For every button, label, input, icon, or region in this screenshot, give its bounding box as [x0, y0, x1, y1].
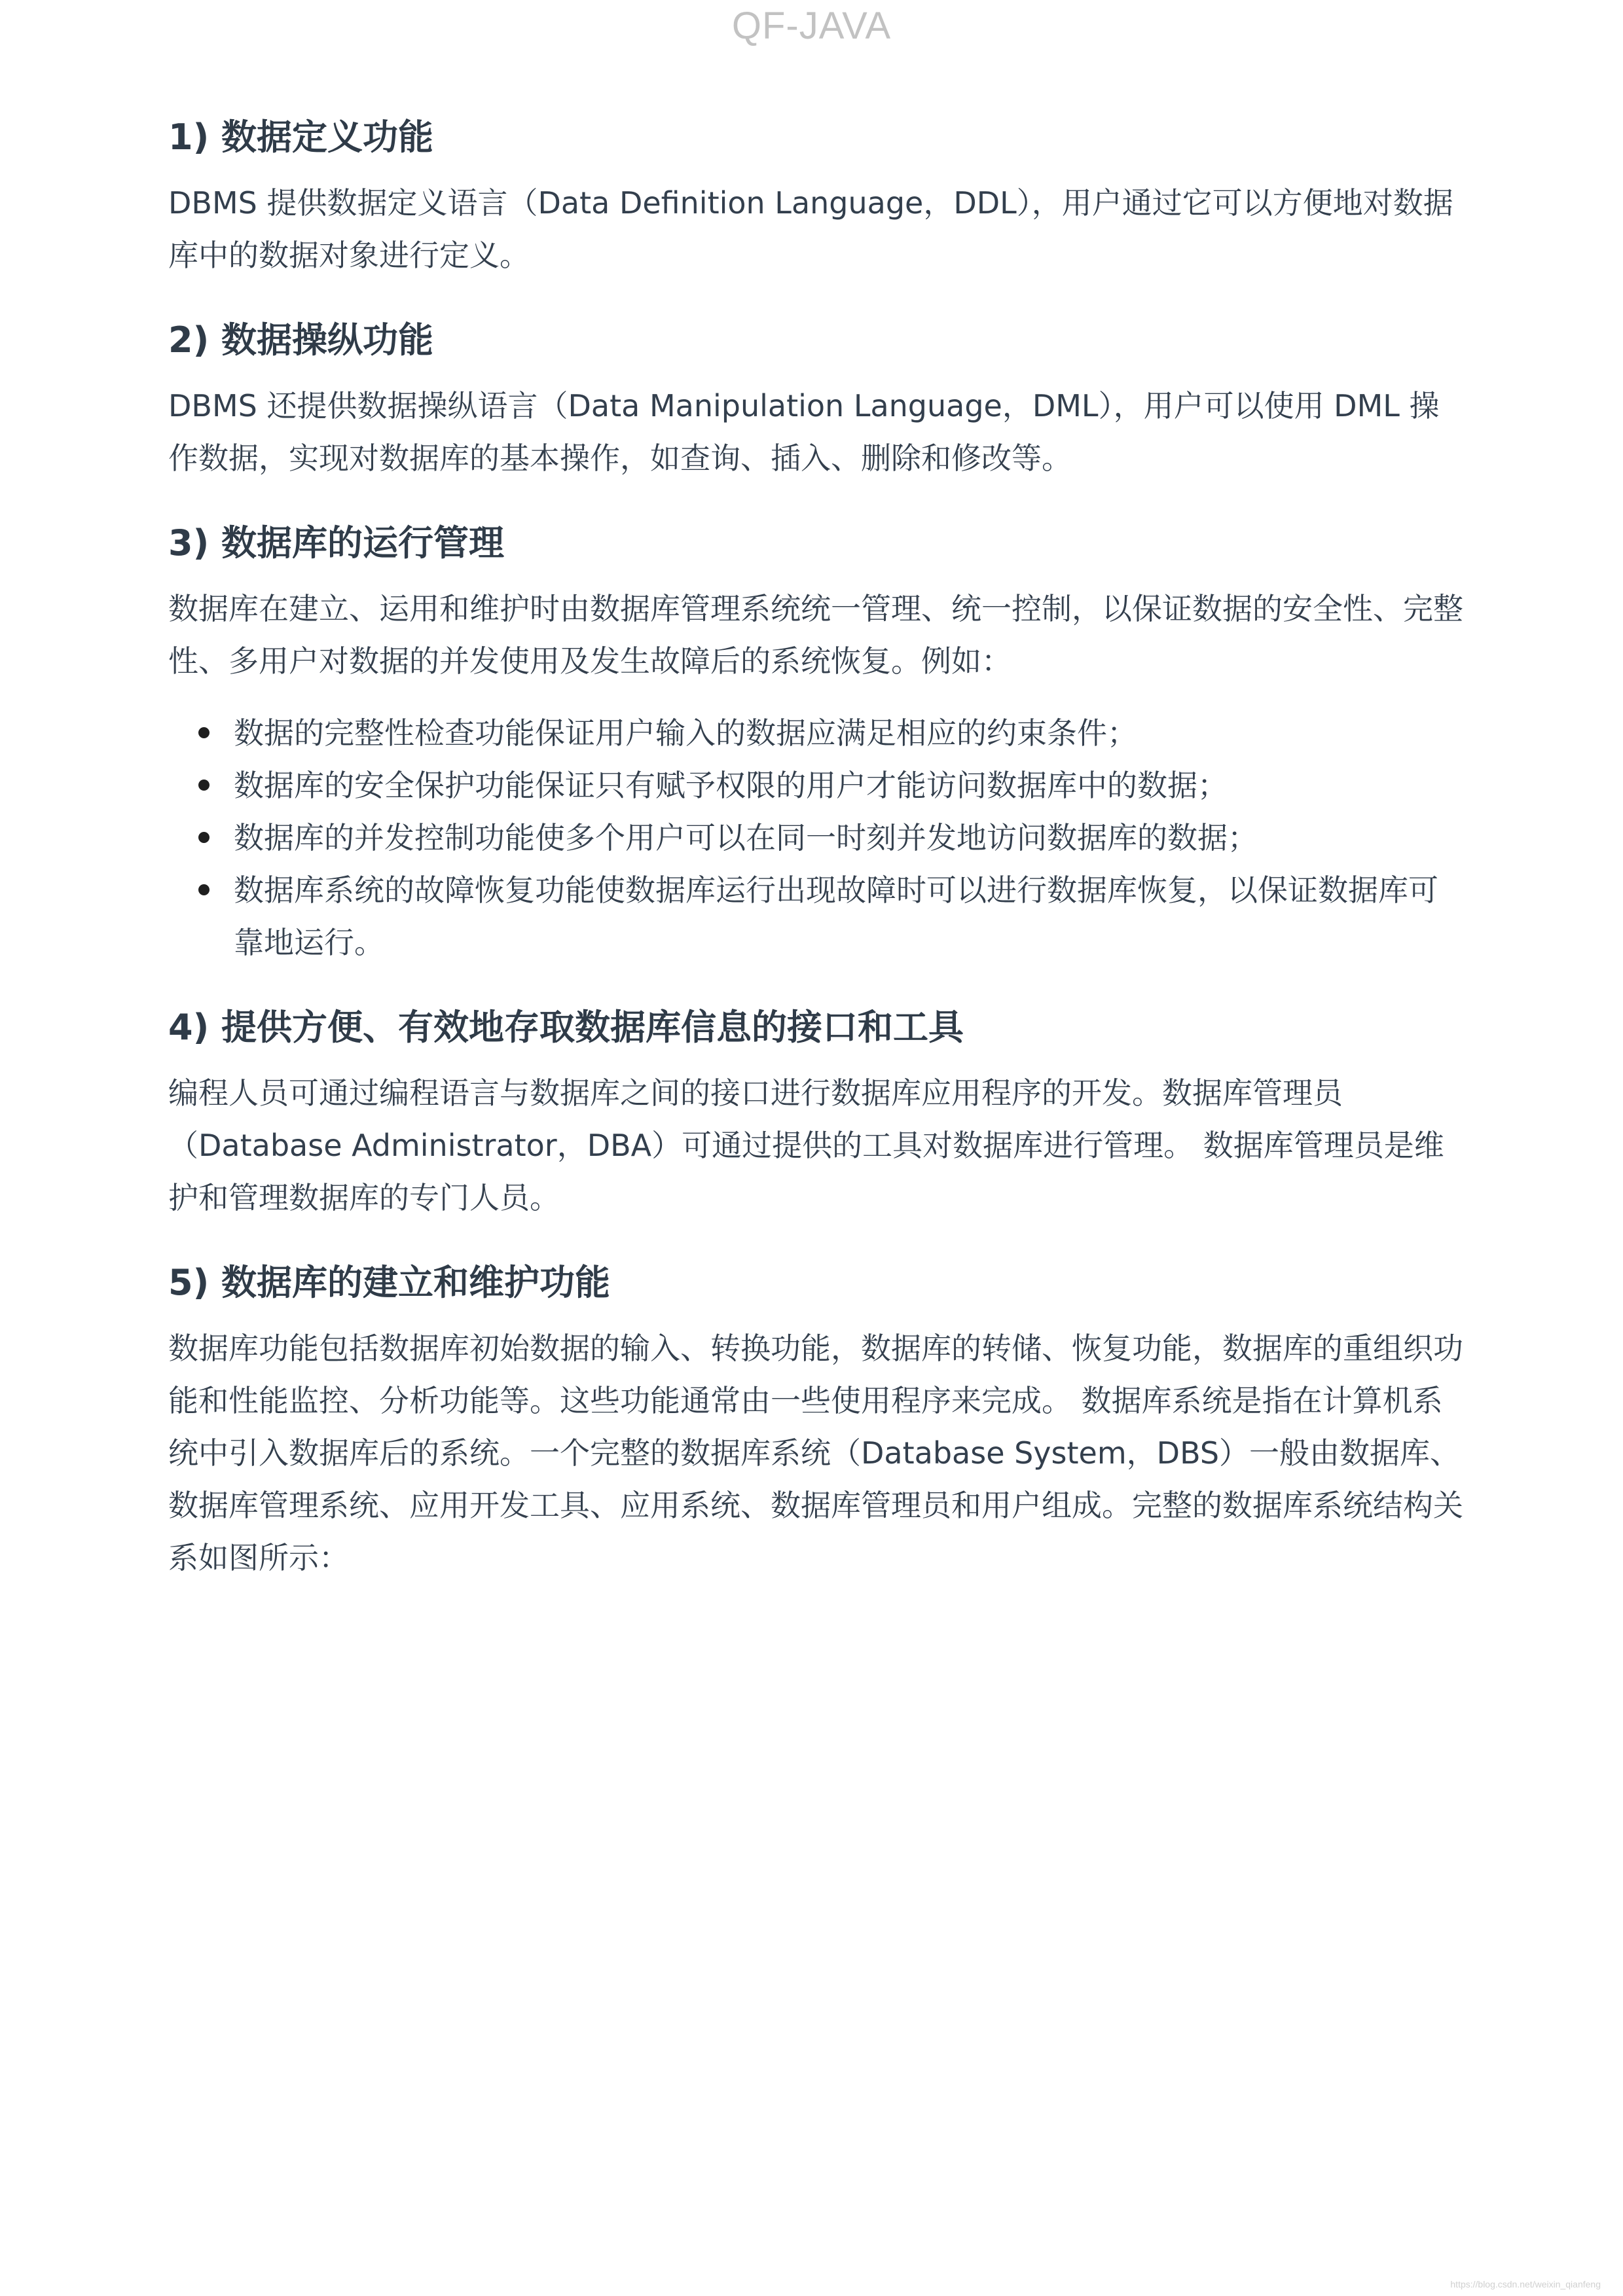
document-body [168, 98, 1465, 1604]
section-paragraph-runtime-management: 数据库在建立、运用和维护时由数据库管理系统统一管理、统一控制，以保证数据的安全性、完整性、多用户对数据的并发使用及发生故障后的系统恢复。例如： [168, 591, 1463, 679]
section-heading-build-maintain: 5) 数据库的建立和维护功能 [168, 1262, 611, 1303]
section-heading-runtime-management: 3) 数据库的运行管理 [168, 522, 505, 564]
runtime-management-list [168, 707, 1465, 969]
list-item-text: 数据库的并发控制功能使多个用户可以在同一时刻并发地访问数据库的数据； [234, 820, 1258, 855]
section-heading-data-definition: 1) 数据定义功能 [168, 117, 434, 158]
section-paragraph-access-interfaces: 编程人员可通过编程语言与数据库之间的接口进行数据库应用程序的开发。数据库管理员（Database Administrator，DBA）可通过提供的工具对数据库进行管理。 数据库管理员是维护和管理数据库的专门人员。 [168, 1075, 1444, 1215]
list-item-text: 数据库系统的故障恢复功能使数据库运行出现故障时可以进行数据库恢复，以保证数据库可靠地运行。 [234, 872, 1438, 960]
list-item [234, 759, 1465, 812]
list-item [234, 864, 1465, 969]
page-watermark: QF-JAVA [731, 5, 892, 47]
list-item-text: 数据库的安全保护功能保证只有赋予权限的用户才能访问数据库中的数据； [234, 768, 1228, 803]
section-paragraph-data-definition: DBMS 提供数据定义语言（Data Definition Language，DDL），用户通过它可以方便地对数据库中的数据对象进行定义。 [168, 185, 1453, 273]
bullet-icon [198, 780, 210, 791]
bullet-icon [198, 884, 210, 895]
section-paragraph-data-manipulation: DBMS 还提供数据操纵语言（Data Manipulation Language，DML），用户可以使用 DML 操作数据，实现对数据库的基本操作，如查询、插入、删除和修改等。 [168, 388, 1440, 476]
section-heading-data-manipulation: 2) 数据操纵功能 [168, 319, 434, 361]
list-item [234, 707, 1465, 759]
bullet-icon [198, 832, 210, 843]
list-item-text: 数据的完整性检查功能保证用户输入的数据应满足相应的约束条件； [234, 715, 1137, 751]
footer-watermark: https://blog.csdn.net/weixin_qianfeng [1450, 2279, 1601, 2289]
section-paragraph-build-maintain: 数据库功能包括数据库初始数据的输入、转换功能，数据库的转储、恢复功能，数据库的重组织功能和性能监控、分析功能等。这些功能通常由一些使用程序来完成。 数据库系统是指在计算机系统中引入数据库后的系统。一个完整的数据库系统（Database System，DBS）一般由数据库、数据库管理系统、应用开发工具、应用系统、数据库管理员和用户组成。完整的数据库系统结构关系如图所示： [168, 1331, 1463, 1575]
bullet-icon [198, 727, 210, 738]
section-heading-access-interfaces: 4) 提供方便、有效地存取数据库信息的接口和工具 [168, 1007, 964, 1048]
list-item [234, 812, 1465, 864]
